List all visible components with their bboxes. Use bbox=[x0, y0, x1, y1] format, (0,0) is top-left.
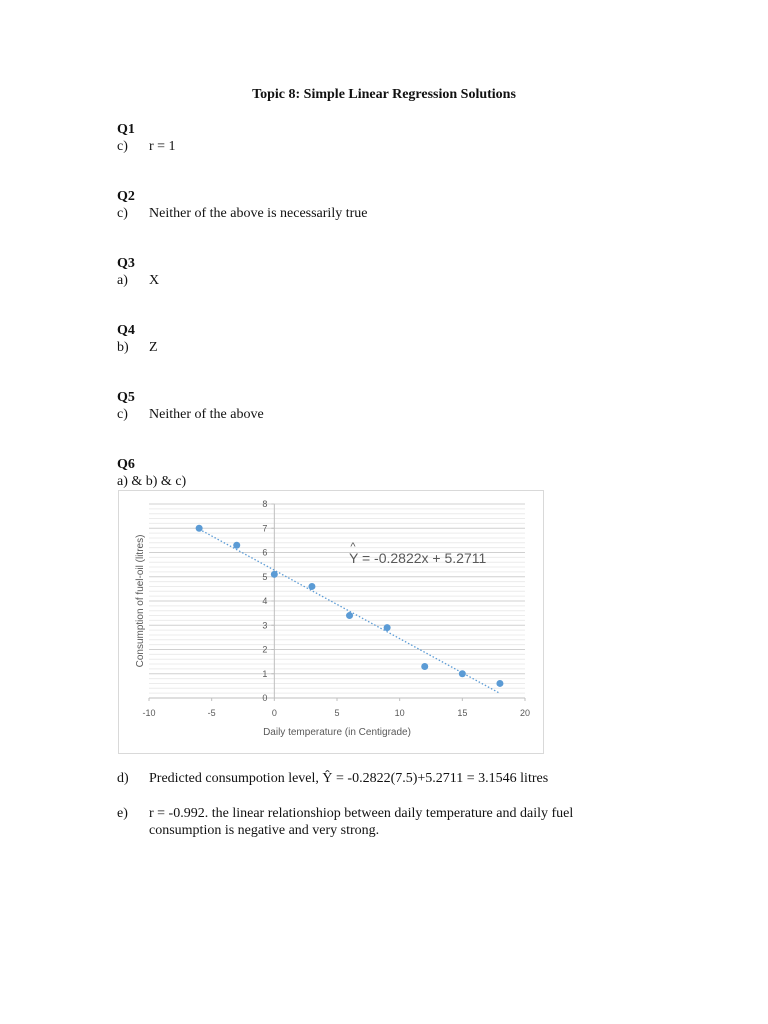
answer-letter: c) bbox=[117, 139, 128, 154]
document-title: Topic 8: Simple Linear Regression Solutions bbox=[252, 87, 516, 102]
question-number: Q4 bbox=[117, 323, 135, 338]
y-tick-label: 1 bbox=[262, 668, 268, 679]
x-tick-label: 5 bbox=[334, 708, 340, 718]
question-6 bbox=[117, 456, 186, 490]
data-point bbox=[496, 680, 503, 687]
y-tick-label: 0 bbox=[262, 693, 268, 703]
answer bbox=[117, 272, 159, 289]
x-tick-label: 10 bbox=[394, 708, 405, 718]
answer-text: r = 1 bbox=[149, 139, 176, 154]
y-tick-label: 6 bbox=[262, 547, 268, 558]
question-2 bbox=[117, 188, 367, 222]
data-point bbox=[421, 663, 428, 670]
answer bbox=[117, 406, 264, 423]
data-point bbox=[271, 571, 278, 578]
answer-letter: e) bbox=[117, 806, 128, 821]
scatter-plot bbox=[119, 491, 543, 753]
answer-text: X bbox=[149, 273, 160, 288]
answer-text: r = -0.992. the linear relationshiop between daily temperature and daily fuel consumption is negative and very strong. bbox=[149, 806, 574, 838]
data-point bbox=[346, 612, 353, 619]
answer bbox=[117, 138, 176, 155]
x-tick-label: 15 bbox=[457, 708, 468, 718]
data-point bbox=[384, 624, 391, 631]
regression-chart bbox=[118, 490, 544, 754]
answer-e bbox=[117, 805, 597, 839]
data-point bbox=[196, 525, 203, 532]
y-tick-label: 8 bbox=[262, 499, 268, 509]
y-tick-label: 5 bbox=[262, 571, 268, 582]
data-point bbox=[308, 583, 315, 590]
y-tick-label: 4 bbox=[262, 596, 268, 606]
answer bbox=[117, 339, 158, 356]
question-number: Q2 bbox=[117, 189, 135, 204]
equation-hat: ^ bbox=[350, 541, 356, 553]
answer-text: Predicted consumpotion level, Ŷ = -0.2822(7.5)+5.2711 = 3.1546 litres bbox=[149, 771, 549, 786]
answer-text: Z bbox=[149, 340, 158, 355]
question-number: Q3 bbox=[117, 256, 135, 271]
y-tick-label: 7 bbox=[262, 523, 268, 534]
question-number: Q1 bbox=[117, 122, 135, 137]
data-point bbox=[233, 542, 240, 549]
answer-letter: c) bbox=[117, 407, 128, 422]
data-point bbox=[459, 670, 466, 677]
answer-letter: a) bbox=[117, 273, 128, 288]
answer-letter: b) bbox=[117, 340, 129, 355]
y-tick-label: 2 bbox=[262, 644, 268, 655]
answer-d bbox=[117, 770, 597, 787]
question-number: Q6 bbox=[117, 457, 135, 472]
answer-text: a) & b) & c) bbox=[117, 474, 187, 489]
x-tick-label: -10 bbox=[142, 708, 156, 718]
answer-letter: c) bbox=[117, 206, 128, 221]
question-4 bbox=[117, 322, 158, 356]
x-tick-label: 20 bbox=[519, 708, 531, 718]
question-3 bbox=[117, 255, 159, 289]
x-axis-title: Daily temperature (in Centigrade) bbox=[263, 727, 411, 738]
answer bbox=[117, 205, 367, 222]
question-5 bbox=[117, 389, 264, 423]
y-axis-title: Consumption of fuel-oil (litres) bbox=[135, 534, 146, 668]
answer-text: Neither of the above bbox=[149, 407, 264, 422]
x-tick-label: -5 bbox=[207, 708, 216, 718]
answer-letter: d) bbox=[117, 771, 129, 786]
question-number: Q5 bbox=[117, 390, 135, 405]
x-tick-label: 0 bbox=[271, 708, 277, 718]
question-1 bbox=[117, 121, 176, 155]
trendline-equation: Y = -0.2822x + 5.2711 bbox=[349, 550, 487, 566]
y-tick-label: 3 bbox=[262, 620, 268, 631]
answer-text: Neither of the above is necessarily true bbox=[149, 206, 368, 221]
